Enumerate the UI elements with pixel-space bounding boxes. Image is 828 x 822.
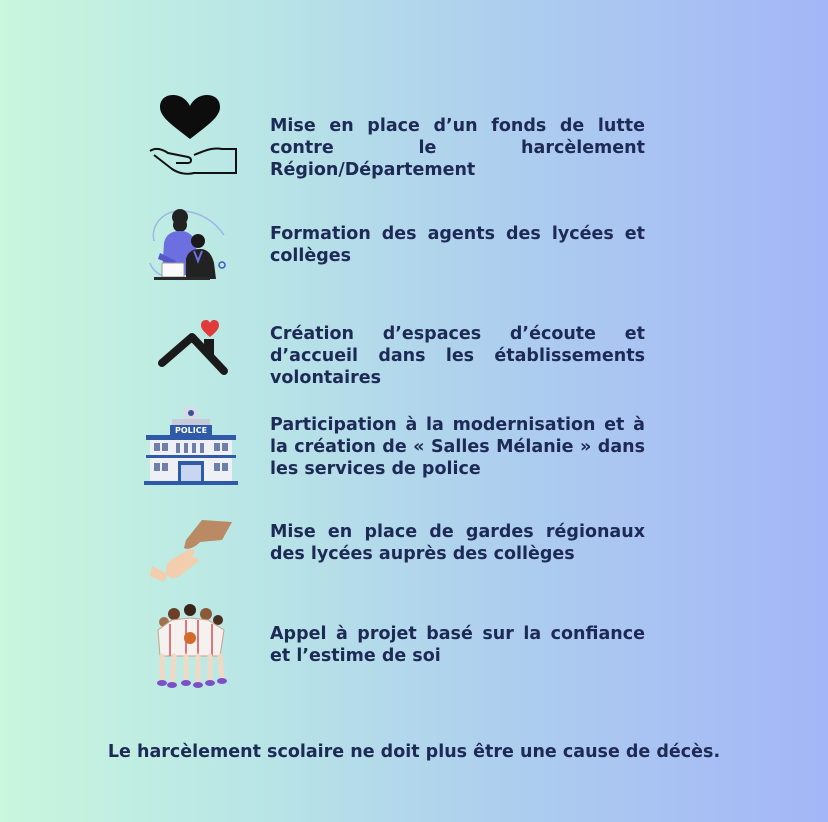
helping-hands-icon — [140, 505, 240, 595]
police-sign: POLICE — [174, 426, 208, 435]
item-text: Mise en place d’un fonds de lutte contre le harcèlement Région/Département — [270, 116, 645, 180]
list-item-self-esteem — [140, 600, 660, 690]
item-text: Création d’espaces d’écoute et d’accueil dans les établissements volontaires — [270, 324, 645, 388]
item-text: Mise en place de gardes régionaux des lycées auprès des collèges — [270, 522, 645, 564]
item-text: Participation à la modernisation et à la création de « Salles Mélanie » dans les services de police — [270, 415, 645, 479]
footer-statement: Le harcèlement scolaire ne doit plus être une cause de décès. — [107, 742, 721, 762]
item-text: Formation des agents des lycées et collèges — [270, 224, 645, 266]
item-text: Appel à projet basé sur la confiance et l’estime de soi — [270, 624, 645, 666]
list-item-police — [140, 400, 660, 490]
heart-hand-icon — [140, 92, 240, 182]
police-station-icon — [140, 400, 240, 490]
training-people-icon — [140, 200, 240, 290]
house-heart-icon — [140, 300, 240, 390]
list-item-training — [140, 200, 660, 290]
team-huddle-icon — [140, 600, 240, 690]
list-item-fund — [140, 92, 660, 182]
list-item-listening-spaces — [140, 300, 660, 390]
list-item-guards — [140, 505, 660, 595]
